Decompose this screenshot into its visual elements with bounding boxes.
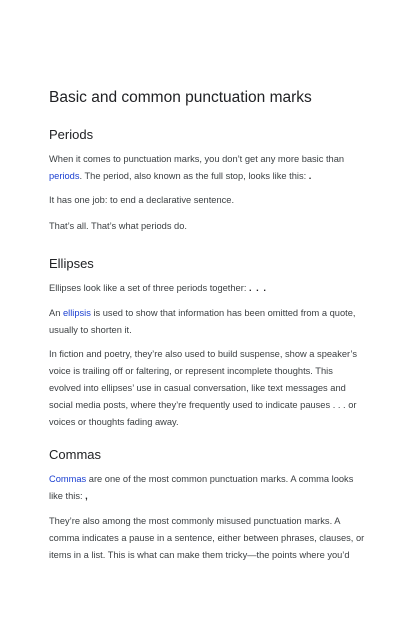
link-periods[interactable]: periods (49, 171, 80, 181)
paragraph-periods-job: It has one job: to end a declarative sentence. (49, 195, 235, 205)
paragraph-ellipses-fiction: In fiction and poetry, they’re also used to build suspense, show a speaker’s voice is trailing off or faltering, or represent incomplete thoughts. This evolved into ellipses’ use in casual conversation, like text messages and social media posts, where they’re frequently used to indicate pauses . . . or voices or thoughts fading away. (49, 349, 358, 427)
link-commas[interactable]: Commas (49, 474, 87, 484)
text-segment: Ellipses look like a set of three periods together: (49, 283, 249, 293)
paragraph-ellipses-usage (49, 305, 367, 339)
section-heading-periods: Periods (49, 127, 94, 142)
punctuation-sample-ellipsis: . . . (249, 283, 267, 293)
link-ellipsis[interactable]: ellipsis (62, 308, 91, 318)
text-segment: are one of the most common punctuation marks. A comma looks like this: (49, 474, 354, 501)
paragraph-ellipses-look (49, 280, 367, 297)
text-segment: When it comes to punctuation marks, you don’t get any more basic than (49, 154, 345, 164)
punctuation-sample-period: . (308, 171, 313, 181)
punctuation-sample-comma: , (85, 491, 89, 501)
page-title: Basic and common punctuation marks (49, 89, 312, 106)
text-segment: is used to show that information has been omitted from a quote, usually to shorten it. (49, 308, 356, 335)
paragraph-commas-misused: They’re also among the most commonly misused punctuation marks. A comma indicates a pause in a sentence, either between phrases, clauses, or items in a list. This is what can make them tricky—the points where you’d (49, 516, 365, 560)
text-segment: . The period, also known as the full stop, looks like this: (79, 171, 309, 181)
paragraph-commas-definition (49, 471, 367, 505)
section-heading-ellipses: Ellipses (49, 256, 94, 271)
text-segment: An (49, 308, 63, 318)
paragraph-periods-definition (49, 151, 367, 185)
paragraph-periods-summary: That’s all. That’s what periods do. (49, 221, 187, 231)
section-heading-commas: Commas (49, 447, 102, 462)
